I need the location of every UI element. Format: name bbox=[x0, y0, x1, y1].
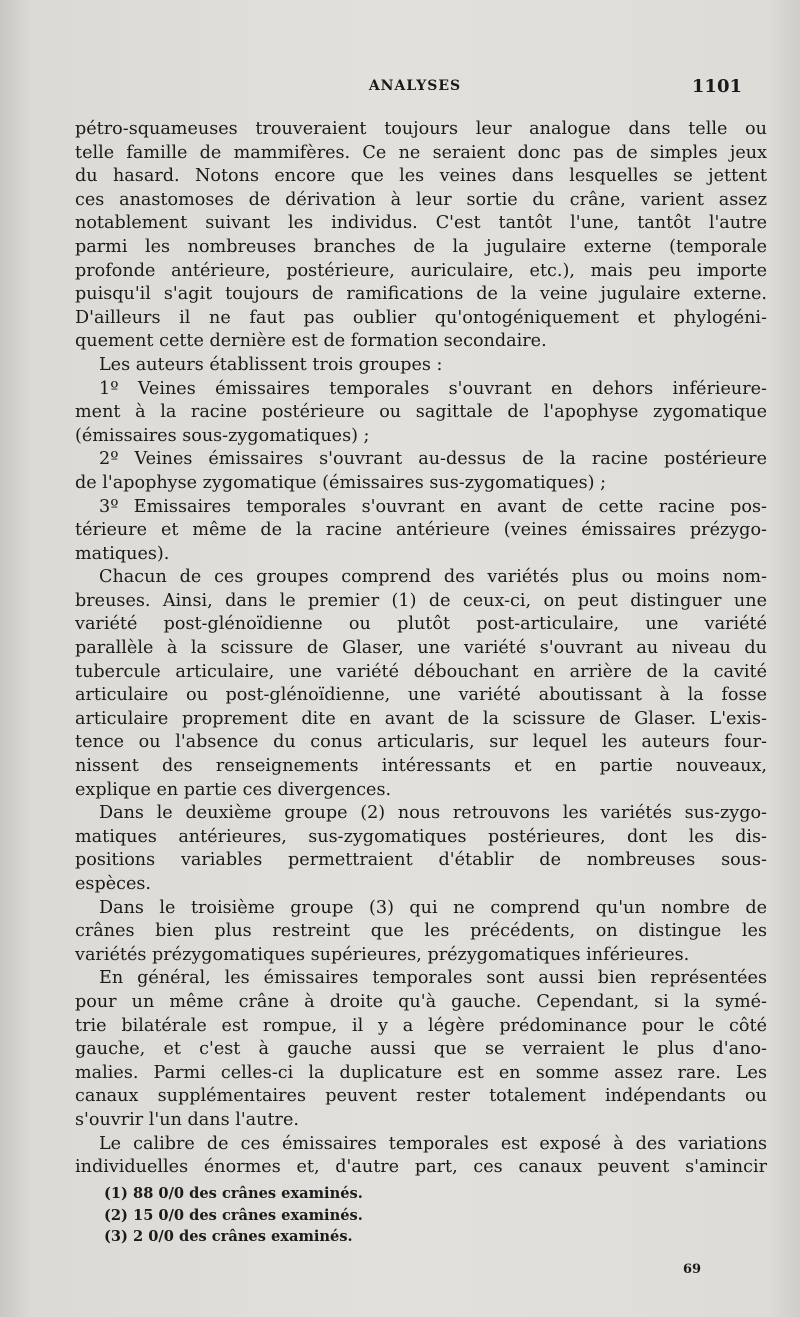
text-line: variété post-glénoïdienne ou plutôt post-articulaire, une variété bbox=[75, 614, 767, 635]
text-line: Dans le troisième groupe (3) qui ne comprend qu'un nombre de bbox=[99, 897, 767, 918]
text-line: parmi les nombreuses branches de la jugulaire externe (temporale bbox=[75, 236, 767, 257]
text-line: térieure et même de la racine antérieure (veines émissaires prézygo- bbox=[75, 520, 767, 541]
text-line: telle famille de mammifères. Ce ne seraient donc pas de simples jeux bbox=[75, 142, 767, 163]
text-line: pour un même crâne à droite qu'à gauche. Cependant, si la symé- bbox=[75, 991, 767, 1012]
footnote: (3) 2 0/0 des crânes examinés. bbox=[104, 1228, 353, 1245]
page-number: 1101 bbox=[691, 76, 742, 97]
text-line: pétro-squameuses trouveraient toujours leur analogue dans telle ou bbox=[75, 119, 767, 139]
text-line: 1º Veines émissaires temporales s'ouvrant en dehors inférieure- bbox=[99, 378, 767, 399]
text-line: Chacun de ces groupes comprend des variétés plus ou moins nom- bbox=[99, 567, 767, 588]
text-line: espèces. bbox=[75, 874, 152, 894]
text-line: 3º Emissaires temporales s'ouvrant en avant de cette racine pos- bbox=[99, 496, 767, 517]
footnote: (2) 15 0/0 des crânes examinés. bbox=[104, 1206, 363, 1224]
text-line: profonde antérieure, postérieure, auriculaire, etc.), mais peu importe bbox=[75, 260, 767, 281]
text-line: crânes bien plus restreint que les précédents, on distingue les bbox=[75, 921, 767, 942]
text-line: malies. Parmi celles-ci la duplicature est en somme assez rare. Les bbox=[75, 1062, 767, 1083]
running-head: ANALYSES bbox=[368, 78, 462, 94]
text-line: Les auteurs établissent trois groupes : bbox=[99, 354, 443, 375]
text-line: individuelles énormes et, d'autre part, ces canaux peuvent s'amincir bbox=[75, 1157, 767, 1178]
text-line: quement cette dernière est de formation secondaire. bbox=[75, 331, 547, 352]
text-line: du hasard. Notons encore que les veines dans lesquelles se jettent bbox=[75, 166, 767, 187]
text-line: tubercule articulaire, une variété débouchant en arrière de la cavité bbox=[75, 661, 767, 682]
text-line: (émissaires sous-zygomatiques) ; bbox=[75, 425, 370, 446]
signature-folio: 69 bbox=[683, 1262, 702, 1277]
text-line: explique en partie ces divergences. bbox=[75, 779, 392, 800]
text-line: articulaire ou post-glénoïdienne, une variété aboutissant à la fosse bbox=[75, 685, 767, 706]
text-line: variétés prézygomatiques supérieures, prézygomatiques inférieures. bbox=[75, 944, 690, 965]
text-line: nissent des renseignements intéressants et en partie nouveaux, bbox=[75, 756, 767, 777]
text-line: Le calibre de ces émissaires temporales est exposé à des variations bbox=[99, 1133, 767, 1154]
text-line: 2º Veines émissaires s'ouvrant au-dessus de la racine postérieure bbox=[99, 449, 767, 470]
text-line: D'ailleurs il ne faut pas oublier qu'ontogéniquement et phylogéni- bbox=[75, 307, 767, 328]
text-line: ment à la racine postérieure ou sagittale de l'apophyse zygomatique bbox=[75, 402, 767, 423]
text-line: parallèle à la scissure de Glaser, une variété s'ouvrant au niveau du bbox=[75, 638, 767, 659]
text-line: matiques). bbox=[75, 543, 170, 564]
text-line: breuses. Ainsi, dans le premier (1) de ceux-ci, on peut distinguer une bbox=[75, 590, 767, 611]
text-line: puisqu'il s'agit toujours de ramifications de la veine jugulaire externe. bbox=[75, 284, 767, 305]
text-line: de l'apophyse zygomatique (émissaires sus-zygomatiques) ; bbox=[75, 472, 607, 493]
text-line: Dans le deuxième groupe (2) nous retrouvons les variétés sus-zygo- bbox=[99, 803, 767, 824]
footnotes bbox=[104, 1183, 604, 1248]
text-line: gauche, et c'est à gauche aussi que se verraient le plus d'ano- bbox=[75, 1039, 767, 1060]
text-line: positions variables permettraient d'établir de nombreuses sous- bbox=[75, 850, 767, 871]
text-line: canaux supplémentaires peuvent rester totalement indépendants ou bbox=[75, 1086, 767, 1107]
text-line: matiques antérieures, sus-zygomatiques postérieures, dont les dis- bbox=[75, 826, 767, 847]
text-line: notablement suivant les individus. C'est tantôt l'une, tantôt l'autre bbox=[75, 213, 767, 234]
body-text bbox=[75, 118, 767, 1180]
text-line: ces anastomoses de dérivation à leur sortie du crâne, varient assez bbox=[75, 189, 767, 210]
text-line: trie bilatérale est rompue, il y a légère prédominance pour le côté bbox=[75, 1015, 767, 1036]
text-line: En général, les émissaires temporales sont aussi bien représentées bbox=[99, 968, 767, 989]
text-line: articulaire proprement dite en avant de la scissure de Glaser. L'exis- bbox=[75, 708, 767, 729]
text-line: tence ou l'absence du conus articularis, sur lequel les auteurs four- bbox=[75, 732, 767, 753]
page-header bbox=[78, 78, 752, 102]
text-line: s'ouvrir l'un dans l'autre. bbox=[75, 1109, 299, 1130]
footnote: (1) 88 0/0 des crânes examinés. bbox=[104, 1185, 363, 1202]
